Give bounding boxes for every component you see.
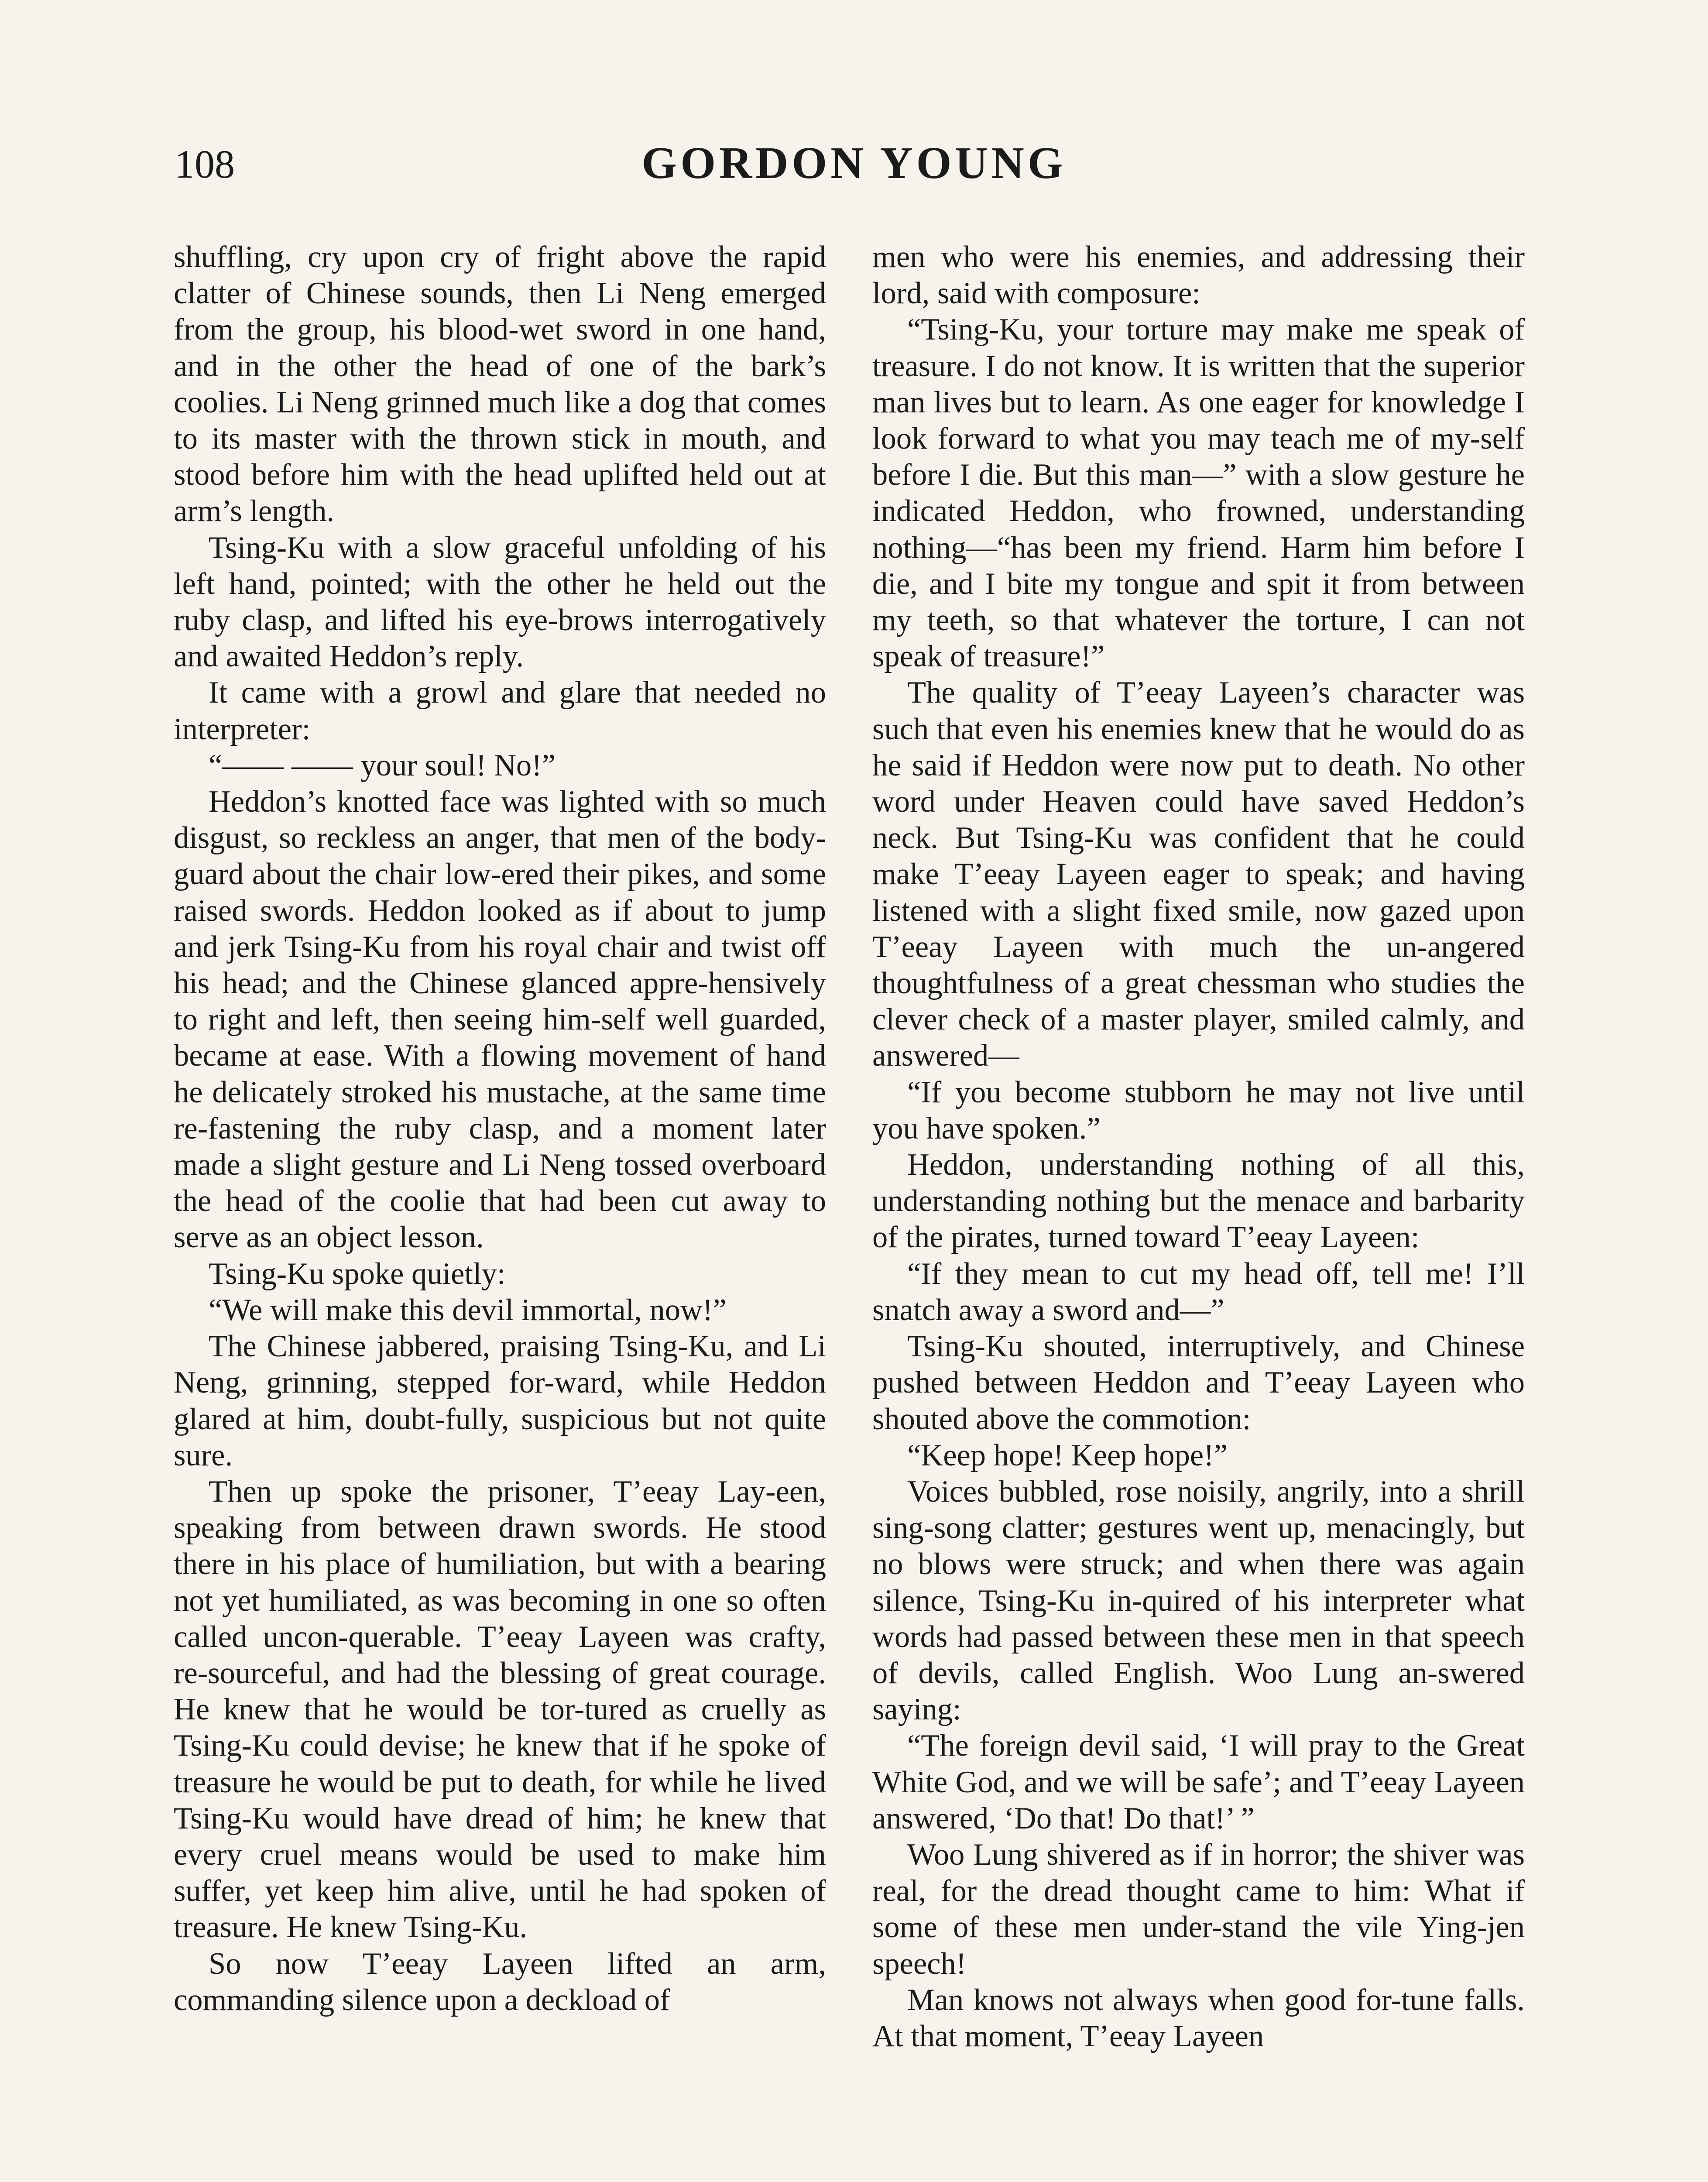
paragraph: The Chinese jabbered, praising Tsing-Ku, and Li Neng, grinning, stepped for-ward, while Heddon glared at him, doubt-fully, suspicious but not quite sure. — [174, 1329, 826, 1472]
paragraph: It came with a growl and glare that needed no interpreter: — [174, 676, 826, 746]
paragraph: Tsing-Ku shouted, interruptively, and Chinese pushed between Heddon and T’eeay Layeen who shouted above the commotion: — [872, 1329, 1525, 1436]
paragraph: Voices bubbled, rose noisily, angrily, into a shrill sing-song clatter; gestures went up, menacingly, but no blows were struck; and when there was again silence, Tsing-Ku in-quired of his interpreter what words had passed between these men in that speech of devils, called English. Woo Lung an-swered saying: — [872, 1474, 1525, 1727]
paragraph: Tsing-Ku spoke quietly: — [209, 1256, 506, 1291]
paragraph: “If you become stubborn he may not live until you have spoken.” — [872, 1075, 1525, 1146]
right-column — [872, 239, 1525, 2055]
paragraph: The quality of T’eeay Layeen’s character was such that even his enemies knew that he would do as he said if Heddon were now put to death. No other word under Heaven could have saved Heddon’s neck. But Tsing-Ku was confident that he could make T’eeay Layeen eager to speak; and having listened with a slight fixed smile, now gazed upon T’eeay Layeen with much the un-angered thoughtfulness of a great chessman who studies the clever check of a master player, smiled calmly, and answered— — [872, 676, 1525, 1073]
paragraph: “We will make this devil immortal, now!” — [209, 1293, 727, 1327]
paragraph: “—— —— your soul! No!” — [209, 748, 556, 782]
paragraph: Tsing-Ku with a slow graceful unfolding of his left hand, pointed; with the other he held out the ruby clasp, and lifted his eye-brows interrogatively and awaited Heddon’s reply. — [174, 530, 826, 674]
paragraph: Man knows not always when good for-tune falls. At that moment, T’eeay Layeen — [872, 1983, 1525, 2053]
page-number: 108 — [175, 142, 235, 186]
paragraph: So now T’eeay Layeen lifted an arm, commanding silence upon a deckload of — [174, 1946, 826, 2017]
paragraph: “The foreign devil said, ‘I will pray to the Great White God, and we will be safe’; and T’eeay Layeen answered, ‘Do that! Do that!’ ” — [872, 1729, 1525, 1835]
paragraph: “If they mean to cut my head off, tell me! I’ll snatch away a sword and—” — [872, 1256, 1525, 1327]
paragraph: men who were his enemies, and addressing their lord, said with composure: — [872, 240, 1525, 311]
paragraph: shuffling, cry upon cry of fright above the rapid clatter of Chinese sounds, then Li Neng emerged from the group, his blood-wet sword in one hand, and in the other the head of one of the bark’s coolies. Li Neng grinned much like a dog that comes to its master with the thrown stick in mouth, and stood before him with the head uplifted held out at arm’s length. — [174, 240, 826, 528]
paragraph: Then up spoke the prisoner, T’eeay Lay-een, speaking from between drawn swords. He stood there in his place of humiliation, but with a bearing not yet humiliated, as was becoming in one so often called uncon-querable. T’eeay Layeen was crafty, re-sourceful, and had the blessing of great courage. He knew that he would be tor-tured as cruelly as Tsing-Ku could devise; he knew that if he spoke of treasure he would be put to death, for while he lived Tsing-Ku would have dread of him; he knew that every cruel means would be used to make him suffer, yet keep him alive, until he had spoken of treasure. He knew Tsing-Ku. — [174, 1474, 826, 1945]
paragraph: Heddon’s knotted face was lighted with so much disgust, so reckless an anger, that men of the body-guard about the chair low-ered their pikes, and some raised swords. Heddon looked as if about to jump and jerk Tsing-Ku from his royal chair and twist off his head; and the Chinese glanced appre-hensively to right and left, then seeing him-self well guarded, became at ease. With a flowing movement of hand he delicately stroked his mustache, at the same time re-fastening the ruby clasp, and a moment later made a slight gesture and Li Neng tossed overboard the head of the coolie that had been cut away to serve as an object lesson. — [174, 785, 826, 1255]
left-column — [174, 239, 826, 2018]
paragraph: Woo Lung shivered as if in horror; the shiver was real, for the dread thought came to him: What if some of these men under-stand the vile Ying-jen speech! — [872, 1837, 1525, 1981]
paragraph: “Tsing-Ku, your torture may make me speak of treasure. I do not know. It is written that the superior man lives but to learn. As one eager for knowledge I look forward to what you may teach me of my-self before I die. But this man—” with a slow gesture he indicated Heddon, who frowned, understanding nothing—“has been my friend. Harm him before I die, and I bite my tongue and spit it from between my teeth, so that whatever the torture, I can not speak of treasure!” — [872, 312, 1525, 674]
paragraph: Heddon, understanding nothing of all this, understanding nothing but the menace and barbarity of the pirates, turned toward T’eeay Layeen: — [872, 1148, 1525, 1255]
paragraph: “Keep hope! Keep hope!” — [907, 1438, 1228, 1472]
running-head: GORDON YOUNG — [641, 138, 1067, 188]
